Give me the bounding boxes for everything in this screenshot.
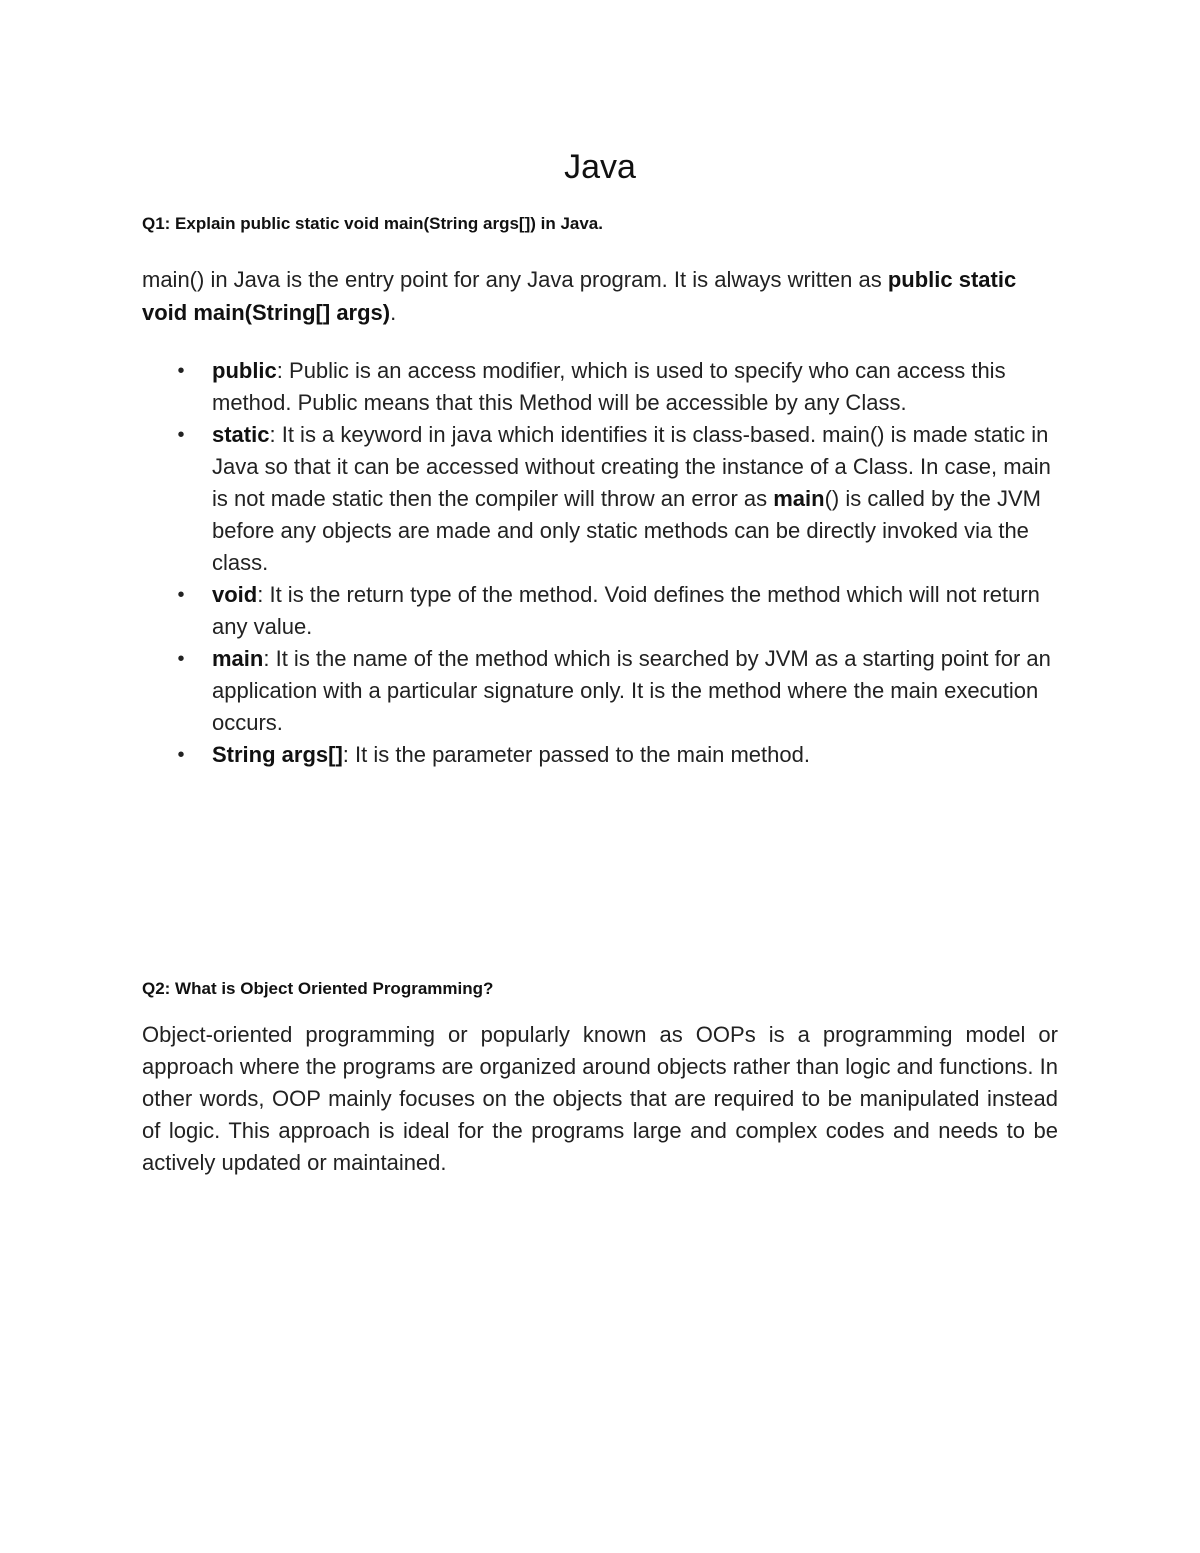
list-item-text-continued: () is called by the JVM before any objects are made and only static methods can be directly invoked via the class.	[212, 486, 1042, 575]
list-item-term: public	[212, 358, 277, 383]
bullet-icon: •	[177, 424, 185, 446]
list-item-separator: :	[269, 422, 282, 447]
list-item-main	[142, 643, 1060, 739]
list-item-term: String args[]	[212, 742, 343, 767]
intro-signature: public static void main(String[] args)	[142, 267, 1017, 325]
list-item-separator: :	[257, 582, 270, 607]
list-item-separator: :	[263, 646, 276, 671]
list-item-text: Public is an access modifier, which is used to specify who can access this method. Public means that this Method will be accessible by any Class.	[212, 358, 1006, 415]
list-item-void	[142, 579, 1060, 643]
bullet-icon: •	[177, 648, 185, 670]
bullet-icon: •	[177, 584, 185, 606]
list-item-term: main	[212, 646, 264, 671]
question-2-heading: Q2: What is Object Oriented Programming?	[142, 979, 494, 998]
document-title: Java	[564, 148, 636, 186]
list-item-text: It is a keyword in java which identifies it is class-based. main() is made static in Java so that it can be accessed without creating the instance of a Class. In case, main is not made static then the compiler will throw an error as	[212, 422, 1051, 511]
list-item-text: It is the return type of the method. Void defines the method which will not return any value.	[212, 582, 1040, 639]
question-2-answer: Object-oriented programming or popularly known as OOPs is a programming model or approach where the programs are organized around objects rather than logic and functions. In other words, OOP mainly focuses on the objects that are required to be manipulated instead of logic. This approach is ideal for the programs large and complex codes and needs to be actively updated or maintained.	[142, 1022, 1059, 1175]
list-item-separator: :	[342, 742, 356, 767]
keyword-list	[142, 355, 1060, 771]
list-item-text: It is the name of the method which is searched by JVM as a starting point for an application with a particular signature only. It is the method where the main execution occurs.	[212, 646, 1051, 735]
list-item-separator: :	[276, 358, 290, 383]
list-item-public	[142, 355, 1060, 419]
list-item-text: It is the parameter passed to the main method.	[355, 742, 810, 767]
list-item-term-inline: main	[773, 486, 825, 511]
question-1-heading: Q1: Explain public static void main(String args[]) in Java.	[142, 214, 603, 233]
list-item-term: static	[212, 422, 270, 447]
intro-end: .	[390, 300, 397, 325]
list-item-string-args	[142, 739, 1060, 771]
question-1-intro	[142, 263, 1062, 329]
bullet-icon: •	[177, 360, 185, 382]
list-item-term: void	[212, 582, 258, 607]
bullet-icon: •	[177, 744, 185, 766]
intro-text: main() in Java is the entry point for any Java program. It is always written as	[142, 267, 888, 292]
list-item-static	[142, 419, 1060, 579]
